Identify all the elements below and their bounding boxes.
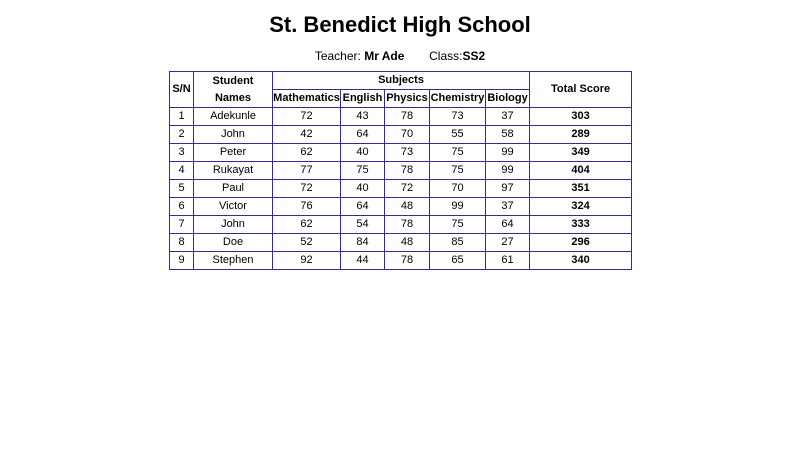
score-cell: 43: [341, 108, 385, 126]
score-cell: 62: [273, 216, 341, 234]
score-cell: 75: [341, 162, 385, 180]
score-cell: 78: [385, 216, 430, 234]
total-score-cell: 303: [530, 108, 632, 126]
table-row: [170, 162, 632, 180]
table-row: [170, 126, 632, 144]
score-cell: 27: [486, 234, 530, 252]
score-cell: 64: [486, 216, 530, 234]
teacher-label: Teacher:: [314, 49, 361, 63]
serial-number-cell: 1: [170, 108, 194, 126]
score-cell: 54: [341, 216, 385, 234]
score-cell: 48: [385, 198, 430, 216]
table-header: [170, 72, 632, 108]
table-row: [170, 216, 632, 234]
score-cell: 58: [486, 126, 530, 144]
table-row: [170, 252, 632, 270]
score-cell: 52: [273, 234, 341, 252]
header-subject: English: [341, 90, 385, 108]
score-cell: 55: [430, 126, 486, 144]
score-cell: 77: [273, 162, 341, 180]
serial-number-cell: 7: [170, 216, 194, 234]
total-score-cell: 349: [530, 144, 632, 162]
serial-number-cell: 6: [170, 198, 194, 216]
table-row: [170, 234, 632, 252]
header-total-score: Total Score: [530, 72, 632, 108]
score-cell: 40: [341, 144, 385, 162]
table-body: [170, 108, 632, 270]
table-row: [170, 198, 632, 216]
student-name-cell: John: [194, 126, 273, 144]
score-cell: 62: [273, 144, 341, 162]
serial-number-cell: 9: [170, 252, 194, 270]
table-row: [170, 180, 632, 198]
score-cell: 75: [430, 216, 486, 234]
header-subject: Biology: [486, 90, 530, 108]
score-cell: 64: [341, 198, 385, 216]
score-cell: 99: [486, 144, 530, 162]
score-cell: 73: [430, 108, 486, 126]
score-cell: 72: [273, 180, 341, 198]
score-cell: 75: [430, 162, 486, 180]
score-cell: 78: [385, 162, 430, 180]
total-score-cell: 340: [530, 252, 632, 270]
serial-number-cell: 5: [170, 180, 194, 198]
score-cell: 37: [486, 108, 530, 126]
score-cell: 99: [486, 162, 530, 180]
class-name: SS2: [462, 49, 486, 63]
score-cell: 99: [430, 198, 486, 216]
student-name-cell: Rukayat: [194, 162, 273, 180]
serial-number-cell: 2: [170, 126, 194, 144]
student-name-cell: Adekunle: [194, 108, 273, 126]
header-subjects: Subjects: [273, 72, 530, 90]
header-subject: Physics: [385, 90, 430, 108]
class-label: Class:: [429, 49, 463, 63]
total-score-cell: 333: [530, 216, 632, 234]
total-score-cell: 351: [530, 180, 632, 198]
score-cell: 92: [273, 252, 341, 270]
teacher-class-line: [0, 48, 800, 64]
serial-number-cell: 4: [170, 162, 194, 180]
serial-number-cell: 3: [170, 144, 194, 162]
score-cell: 70: [430, 180, 486, 198]
student-name-cell: Doe: [194, 234, 273, 252]
student-name-cell: Paul: [194, 180, 273, 198]
total-score-cell: 404: [530, 162, 632, 180]
score-cell: 78: [385, 252, 430, 270]
score-cell: 75: [430, 144, 486, 162]
score-cell: 40: [341, 180, 385, 198]
score-cell: 78: [385, 108, 430, 126]
score-cell: 44: [341, 252, 385, 270]
student-name-cell: Peter: [194, 144, 273, 162]
total-score-cell: 296: [530, 234, 632, 252]
total-score-cell: 289: [530, 126, 632, 144]
score-cell: 61: [486, 252, 530, 270]
serial-number-cell: 8: [170, 234, 194, 252]
score-cell: 64: [341, 126, 385, 144]
header-row-top: [170, 72, 632, 90]
score-cell: 97: [486, 180, 530, 198]
school-title: St. Benedict High School: [269, 12, 531, 37]
score-cell: 65: [430, 252, 486, 270]
score-cell: 70: [385, 126, 430, 144]
score-cell: 76: [273, 198, 341, 216]
table-row: [170, 144, 632, 162]
table-row: [170, 108, 632, 126]
score-cell: 48: [385, 234, 430, 252]
score-cell: 72: [273, 108, 341, 126]
teacher-name: Mr Ade: [364, 49, 405, 63]
score-cell: 73: [385, 144, 430, 162]
student-name-cell: Victor: [194, 198, 273, 216]
scores-table: [169, 71, 632, 270]
header-sn: S/N: [170, 72, 194, 108]
header-subject: Mathematics: [273, 90, 341, 108]
score-cell: 72: [385, 180, 430, 198]
total-score-cell: 324: [530, 198, 632, 216]
score-cell: 37: [486, 198, 530, 216]
student-name-cell: John: [194, 216, 273, 234]
score-cell: 84: [341, 234, 385, 252]
score-cell: 42: [273, 126, 341, 144]
header-subject: Chemistry: [430, 90, 486, 108]
student-name-cell: Stephen: [194, 252, 273, 270]
header-student-names: Student Names: [194, 72, 273, 108]
score-cell: 85: [430, 234, 486, 252]
